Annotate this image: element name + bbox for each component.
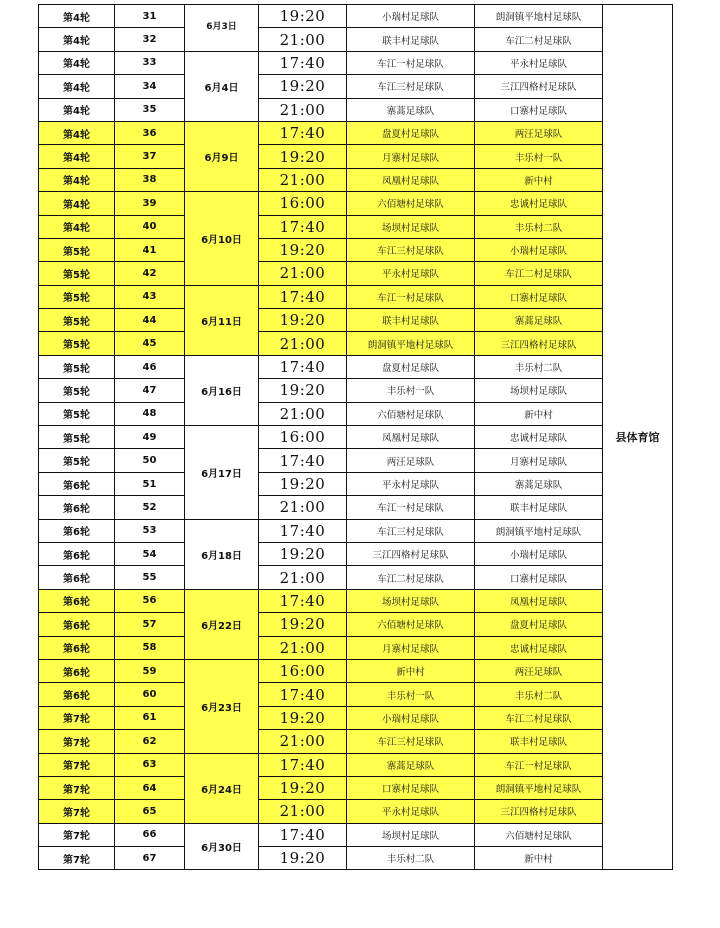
table-row: [39, 215, 673, 238]
home-team-cell: 联丰村足球队: [347, 309, 475, 332]
time-cell: 19:20: [259, 238, 347, 261]
table-row: [39, 332, 673, 355]
home-team-cell: 两汪足球队: [347, 449, 475, 472]
home-team-cell: 寨蒿足球队: [347, 98, 475, 121]
schedule-body: [39, 5, 673, 870]
home-team-cell: 凤凰村足球队: [347, 426, 475, 449]
time-cell: 19:20: [259, 75, 347, 98]
time-cell: 17:40: [259, 355, 347, 378]
venue-cell: 县体育馆: [603, 5, 673, 870]
round-cell: 第6轮: [39, 519, 115, 542]
match-number-cell: 43: [115, 285, 185, 308]
round-cell: 第4轮: [39, 168, 115, 191]
table-row: [39, 706, 673, 729]
away-team-cell: 忠诚村足球队: [475, 426, 603, 449]
away-team-cell: 口寨村足球队: [475, 566, 603, 589]
table-row: [39, 309, 673, 332]
time-cell: 21:00: [259, 28, 347, 51]
away-team-cell: 小瑞村足球队: [475, 238, 603, 261]
home-team-cell: 联丰村足球队: [347, 28, 475, 51]
table-row: [39, 683, 673, 706]
match-number-cell: 41: [115, 238, 185, 261]
home-team-cell: 场坝村足球队: [347, 215, 475, 238]
home-team-cell: 六佰塘村足球队: [347, 613, 475, 636]
match-number-cell: 36: [115, 121, 185, 144]
away-team-cell: 月寨村足球队: [475, 449, 603, 472]
time-cell: 19:20: [259, 379, 347, 402]
table-row: [39, 51, 673, 74]
round-cell: 第4轮: [39, 51, 115, 74]
match-number-cell: 37: [115, 145, 185, 168]
round-cell: 第6轮: [39, 683, 115, 706]
table-row: [39, 519, 673, 542]
round-cell: 第6轮: [39, 589, 115, 612]
away-team-cell: 忠诚村足球队: [475, 636, 603, 659]
round-cell: 第6轮: [39, 659, 115, 682]
round-cell: 第5轮: [39, 238, 115, 261]
time-cell: 17:40: [259, 215, 347, 238]
match-number-cell: 64: [115, 776, 185, 799]
match-number-cell: 31: [115, 5, 185, 28]
home-team-cell: 平永村足球队: [347, 800, 475, 823]
away-team-cell: 新中村: [475, 847, 603, 870]
away-team-cell: 朗洞镇平地村足球队: [475, 519, 603, 542]
round-cell: 第7轮: [39, 847, 115, 870]
round-cell: 第7轮: [39, 800, 115, 823]
time-cell: 19:20: [259, 613, 347, 636]
match-number-cell: 53: [115, 519, 185, 542]
round-cell: 第6轮: [39, 496, 115, 519]
match-number-cell: 57: [115, 613, 185, 636]
table-row: [39, 449, 673, 472]
match-number-cell: 60: [115, 683, 185, 706]
match-number-cell: 50: [115, 449, 185, 472]
away-team-cell: 新中村: [475, 168, 603, 191]
time-cell: 17:40: [259, 285, 347, 308]
match-number-cell: 35: [115, 98, 185, 121]
away-team-cell: 丰乐村二队: [475, 683, 603, 706]
home-team-cell: 六佰塘村足球队: [347, 192, 475, 215]
round-cell: 第7轮: [39, 730, 115, 753]
match-number-cell: 62: [115, 730, 185, 753]
table-row: [39, 192, 673, 215]
home-team-cell: 口寨村足球队: [347, 776, 475, 799]
home-team-cell: 月寨村足球队: [347, 636, 475, 659]
home-team-cell: 车江一村足球队: [347, 496, 475, 519]
time-cell: 21:00: [259, 566, 347, 589]
away-team-cell: 凤凰村足球队: [475, 589, 603, 612]
time-cell: 16:00: [259, 659, 347, 682]
away-team-cell: 联丰村足球队: [475, 730, 603, 753]
away-team-cell: 场坝村足球队: [475, 379, 603, 402]
time-cell: 21:00: [259, 402, 347, 425]
home-team-cell: 三江四格村足球队: [347, 542, 475, 565]
time-cell: 19:20: [259, 472, 347, 495]
away-team-cell: 口寨村足球队: [475, 98, 603, 121]
table-row: [39, 496, 673, 519]
match-number-cell: 66: [115, 823, 185, 846]
table-row: [39, 75, 673, 98]
table-row: [39, 823, 673, 846]
match-number-cell: 46: [115, 355, 185, 378]
round-cell: 第6轮: [39, 613, 115, 636]
away-team-cell: 六佰塘村足球队: [475, 823, 603, 846]
match-number-cell: 67: [115, 847, 185, 870]
date-cell: 6月18日: [185, 519, 259, 589]
time-cell: 17:40: [259, 589, 347, 612]
round-cell: 第7轮: [39, 706, 115, 729]
round-cell: 第4轮: [39, 121, 115, 144]
time-cell: 21:00: [259, 168, 347, 191]
table-row: [39, 800, 673, 823]
round-cell: 第5轮: [39, 332, 115, 355]
home-team-cell: 车江三村足球队: [347, 238, 475, 261]
home-team-cell: 小瑞村足球队: [347, 5, 475, 28]
table-row: [39, 98, 673, 121]
home-team-cell: 寨蒿足球队: [347, 753, 475, 776]
away-team-cell: 丰乐村二队: [475, 215, 603, 238]
time-cell: 19:20: [259, 706, 347, 729]
date-cell: 6月11日: [185, 285, 259, 355]
match-number-cell: 55: [115, 566, 185, 589]
round-cell: 第6轮: [39, 636, 115, 659]
time-cell: 17:40: [259, 823, 347, 846]
home-team-cell: 车江三村足球队: [347, 75, 475, 98]
round-cell: 第4轮: [39, 75, 115, 98]
home-team-cell: 丰乐村一队: [347, 683, 475, 706]
table-row: [39, 5, 673, 28]
table-row: [39, 262, 673, 285]
home-team-cell: 朗洞镇平地村足球队: [347, 332, 475, 355]
away-team-cell: 三江四格村足球队: [475, 332, 603, 355]
time-cell: 17:40: [259, 121, 347, 144]
round-cell: 第6轮: [39, 542, 115, 565]
match-number-cell: 40: [115, 215, 185, 238]
table-row: [39, 145, 673, 168]
away-team-cell: 联丰村足球队: [475, 496, 603, 519]
date-cell: 6月22日: [185, 589, 259, 659]
table-row: [39, 472, 673, 495]
away-team-cell: 丰乐村二队: [475, 355, 603, 378]
table-row: [39, 355, 673, 378]
table-row: [39, 566, 673, 589]
away-team-cell: 忠诚村足球队: [475, 192, 603, 215]
table-row: [39, 285, 673, 308]
away-team-cell: 盘夏村足球队: [475, 613, 603, 636]
table-row: [39, 753, 673, 776]
match-number-cell: 56: [115, 589, 185, 612]
match-number-cell: 51: [115, 472, 185, 495]
table-row: [39, 542, 673, 565]
table-row: [39, 730, 673, 753]
time-cell: 17:40: [259, 51, 347, 74]
match-number-cell: 44: [115, 309, 185, 332]
match-number-cell: 52: [115, 496, 185, 519]
round-cell: 第7轮: [39, 753, 115, 776]
away-team-cell: 口寨村足球队: [475, 285, 603, 308]
round-cell: 第7轮: [39, 776, 115, 799]
home-team-cell: 车江一村足球队: [347, 285, 475, 308]
table-row: [39, 426, 673, 449]
match-number-cell: 32: [115, 28, 185, 51]
match-number-cell: 45: [115, 332, 185, 355]
round-cell: 第5轮: [39, 309, 115, 332]
round-cell: 第5轮: [39, 402, 115, 425]
away-team-cell: 车江二村足球队: [475, 28, 603, 51]
time-cell: 17:40: [259, 449, 347, 472]
round-cell: 第5轮: [39, 426, 115, 449]
time-cell: 17:40: [259, 519, 347, 542]
round-cell: 第5轮: [39, 285, 115, 308]
away-team-cell: 朗洞镇平地村足球队: [475, 776, 603, 799]
table-row: [39, 402, 673, 425]
time-cell: 19:20: [259, 542, 347, 565]
match-number-cell: 58: [115, 636, 185, 659]
table-row: [39, 847, 673, 870]
table-row: [39, 238, 673, 261]
round-cell: 第5轮: [39, 355, 115, 378]
home-team-cell: 平永村足球队: [347, 262, 475, 285]
table-row: [39, 776, 673, 799]
match-number-cell: 61: [115, 706, 185, 729]
time-cell: 19:20: [259, 145, 347, 168]
time-cell: 19:20: [259, 309, 347, 332]
match-number-cell: 63: [115, 753, 185, 776]
home-team-cell: 车江三村足球队: [347, 519, 475, 542]
home-team-cell: 场坝村足球队: [347, 589, 475, 612]
round-cell: 第4轮: [39, 98, 115, 121]
round-cell: 第6轮: [39, 472, 115, 495]
away-team-cell: 车江二村足球队: [475, 262, 603, 285]
table-row: [39, 659, 673, 682]
match-number-cell: 65: [115, 800, 185, 823]
time-cell: 21:00: [259, 98, 347, 121]
time-cell: 16:00: [259, 426, 347, 449]
round-cell: 第6轮: [39, 566, 115, 589]
round-cell: 第5轮: [39, 379, 115, 402]
match-number-cell: 59: [115, 659, 185, 682]
table-row: [39, 28, 673, 51]
date-cell: 6月3日: [185, 5, 259, 52]
away-team-cell: 车江二村足球队: [475, 706, 603, 729]
away-team-cell: 丰乐村一队: [475, 145, 603, 168]
match-number-cell: 34: [115, 75, 185, 98]
time-cell: 21:00: [259, 800, 347, 823]
time-cell: 21:00: [259, 332, 347, 355]
match-number-cell: 47: [115, 379, 185, 402]
home-team-cell: 月寨村足球队: [347, 145, 475, 168]
time-cell: 21:00: [259, 636, 347, 659]
away-team-cell: 新中村: [475, 402, 603, 425]
match-number-cell: 39: [115, 192, 185, 215]
away-team-cell: 平永村足球队: [475, 51, 603, 74]
match-number-cell: 49: [115, 426, 185, 449]
time-cell: 16:00: [259, 192, 347, 215]
table-row: [39, 589, 673, 612]
home-team-cell: 丰乐村一队: [347, 379, 475, 402]
home-team-cell: 车江三村足球队: [347, 730, 475, 753]
away-team-cell: 三江四格村足球队: [475, 800, 603, 823]
time-cell: 17:40: [259, 753, 347, 776]
time-cell: 19:20: [259, 5, 347, 28]
home-team-cell: 车江二村足球队: [347, 566, 475, 589]
date-cell: 6月10日: [185, 192, 259, 286]
table-row: [39, 636, 673, 659]
date-cell: 6月23日: [185, 659, 259, 753]
home-team-cell: 小瑞村足球队: [347, 706, 475, 729]
home-team-cell: 丰乐村二队: [347, 847, 475, 870]
match-number-cell: 42: [115, 262, 185, 285]
away-team-cell: 车江一村足球队: [475, 753, 603, 776]
away-team-cell: 朗洞镇平地村足球队: [475, 5, 603, 28]
round-cell: 第4轮: [39, 5, 115, 28]
home-team-cell: 平永村足球队: [347, 472, 475, 495]
time-cell: 21:00: [259, 262, 347, 285]
round-cell: 第4轮: [39, 215, 115, 238]
round-cell: 第4轮: [39, 28, 115, 51]
home-team-cell: 盘夏村足球队: [347, 355, 475, 378]
home-team-cell: 场坝村足球队: [347, 823, 475, 846]
round-cell: 第7轮: [39, 823, 115, 846]
away-team-cell: 三江四格村足球队: [475, 75, 603, 98]
away-team-cell: 寨蒿足球队: [475, 472, 603, 495]
time-cell: 21:00: [259, 730, 347, 753]
match-number-cell: 33: [115, 51, 185, 74]
match-schedule-table: [38, 4, 673, 870]
table-row: [39, 379, 673, 402]
home-team-cell: 六佰塘村足球队: [347, 402, 475, 425]
home-team-cell: 盘夏村足球队: [347, 121, 475, 144]
home-team-cell: 车江一村足球队: [347, 51, 475, 74]
time-cell: 21:00: [259, 496, 347, 519]
table-row: [39, 168, 673, 191]
match-number-cell: 38: [115, 168, 185, 191]
away-team-cell: 寨蒿足球队: [475, 309, 603, 332]
table-row: [39, 121, 673, 144]
round-cell: 第5轮: [39, 449, 115, 472]
date-cell: 6月30日: [185, 823, 259, 870]
time-cell: 17:40: [259, 683, 347, 706]
away-team-cell: 小瑞村足球队: [475, 542, 603, 565]
match-number-cell: 54: [115, 542, 185, 565]
round-cell: 第4轮: [39, 192, 115, 215]
away-team-cell: 两汪足球队: [475, 121, 603, 144]
round-cell: 第4轮: [39, 145, 115, 168]
date-cell: 6月17日: [185, 426, 259, 520]
date-cell: 6月24日: [185, 753, 259, 823]
date-cell: 6月4日: [185, 51, 259, 121]
table-row: [39, 613, 673, 636]
time-cell: 19:20: [259, 847, 347, 870]
date-cell: 6月9日: [185, 121, 259, 191]
round-cell: 第5轮: [39, 262, 115, 285]
match-number-cell: 48: [115, 402, 185, 425]
home-team-cell: 凤凰村足球队: [347, 168, 475, 191]
home-team-cell: 新中村: [347, 659, 475, 682]
away-team-cell: 两汪足球队: [475, 659, 603, 682]
date-cell: 6月16日: [185, 355, 259, 425]
time-cell: 19:20: [259, 776, 347, 799]
